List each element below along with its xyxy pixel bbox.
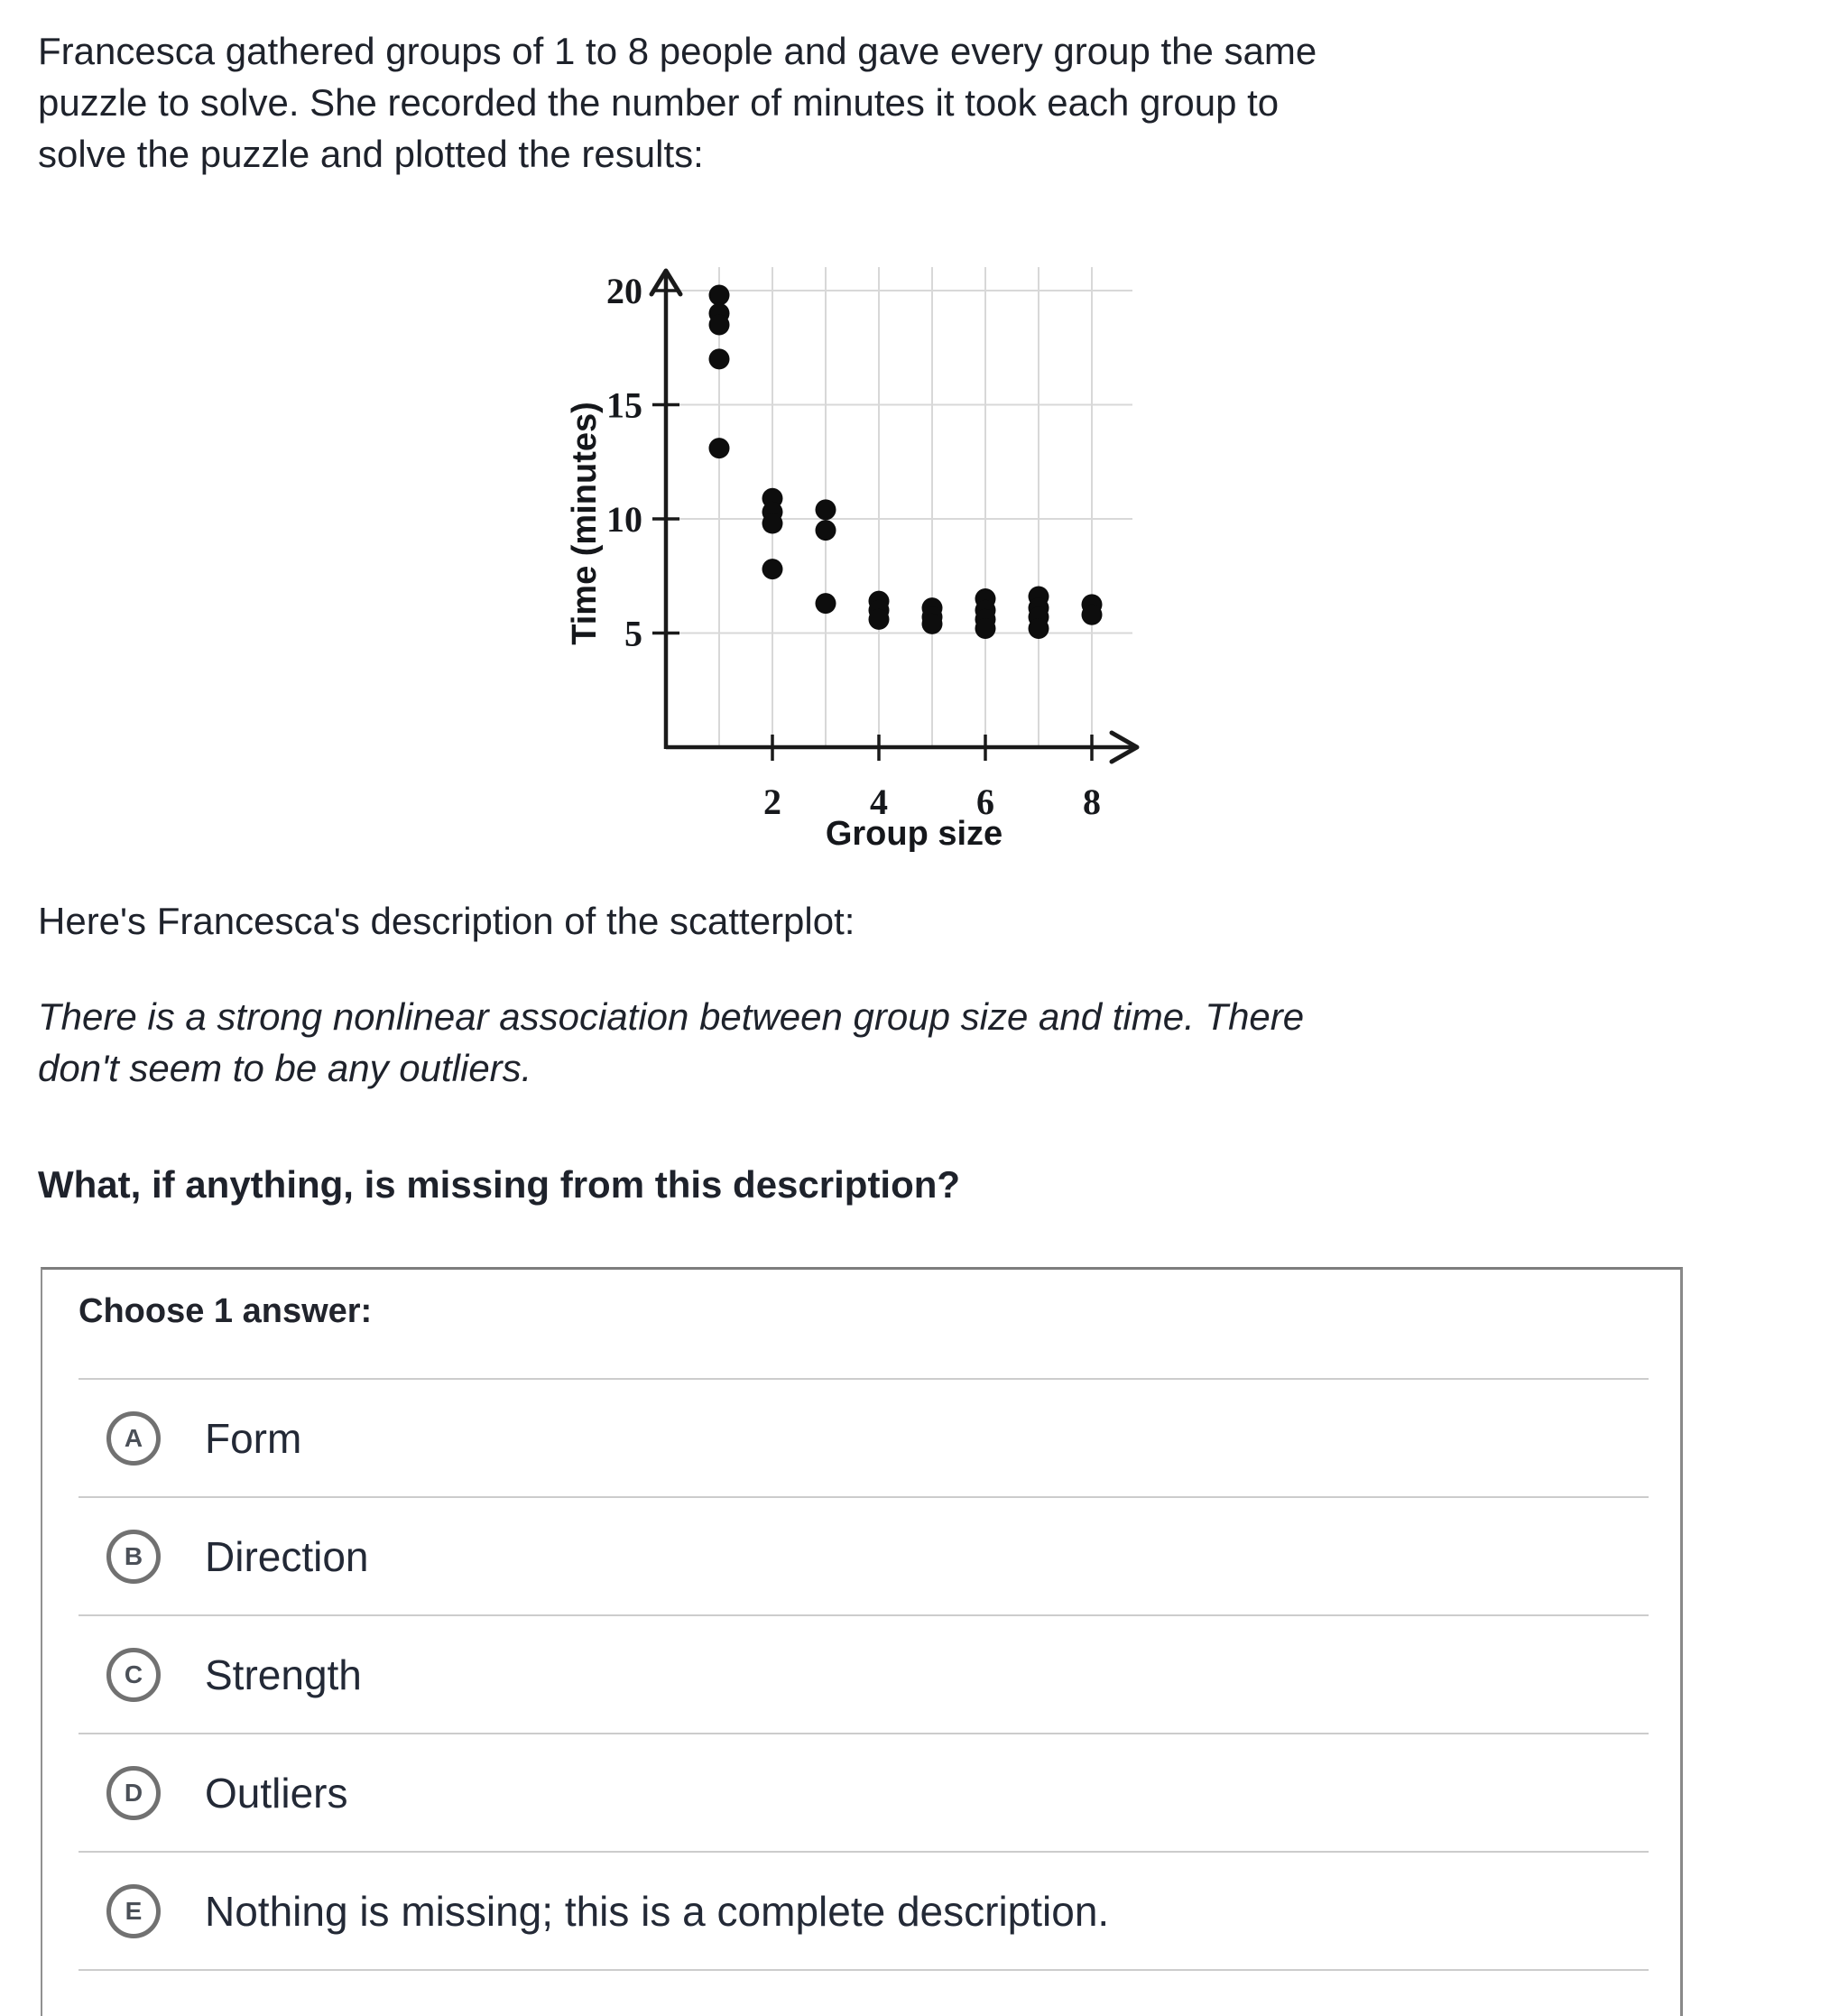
answer-option-d[interactable] — [42, 1734, 1680, 1851]
answer-option-c[interactable] — [42, 1616, 1680, 1733]
option-label[interactable]: Nothing is missing; this is a complete description. — [205, 1887, 1110, 1935]
intro-line: solve the puzzle and plotted the results: — [38, 133, 704, 175]
svg-text:2: 2 — [763, 781, 781, 822]
scatterplot-figure — [505, 208, 1191, 884]
description-intro: Here's Francesca's description of the scatterplot: — [38, 900, 855, 942]
option-label[interactable]: Strength — [205, 1651, 362, 1698]
radio-option-a[interactable] — [106, 1411, 161, 1466]
question-text: What, if anything, is missing from this description? — [38, 1163, 961, 1206]
svg-text:5: 5 — [624, 613, 642, 654]
answer-option-b[interactable] — [42, 1498, 1680, 1614]
intro-line: puzzle to solve. She recorded the number of minutes it took each group to — [38, 81, 1280, 124]
quote-line: don't seem to be any outliers. — [38, 1047, 532, 1089]
x-axis-title: Group size — [825, 815, 1003, 853]
quote-line: There is a strong nonlinear association between group size and time. There — [38, 995, 1305, 1038]
y-axis-title: Time (minutes) — [566, 402, 604, 645]
option-divider — [79, 1969, 1649, 1971]
option-letter: D — [124, 1778, 143, 1807]
option-label[interactable]: Form — [205, 1414, 302, 1462]
radio-option-c[interactable] — [106, 1648, 161, 1702]
radio-option-b[interactable] — [106, 1530, 161, 1584]
radio-option-e[interactable] — [106, 1884, 161, 1938]
option-letter: C — [124, 1660, 143, 1688]
option-label[interactable]: Outliers — [205, 1769, 348, 1817]
option-label[interactable]: Direction — [205, 1532, 369, 1580]
svg-text:6: 6 — [976, 781, 994, 822]
svg-text:8: 8 — [1083, 781, 1101, 822]
intro-line: Francesca gathered groups of 1 to 8 people and gave every group the same — [38, 30, 1317, 72]
description-quote — [38, 991, 1752, 1094]
answer-panel — [41, 1267, 1683, 2016]
svg-text:20: 20 — [606, 271, 642, 311]
option-letter: A — [124, 1423, 143, 1452]
scatterplot — [505, 208, 1191, 884]
intro-paragraph — [38, 25, 1752, 180]
radio-option-d[interactable] — [106, 1766, 161, 1820]
option-letter: B — [124, 1541, 143, 1570]
answer-option-a[interactable] — [42, 1380, 1680, 1496]
svg-text:15: 15 — [606, 384, 642, 426]
svg-text:10: 10 — [606, 499, 642, 540]
svg-text:4: 4 — [870, 781, 888, 822]
option-letter: E — [125, 1896, 143, 1925]
choose-answer-prompt: Choose 1 answer: — [79, 1292, 373, 1330]
answer-option-e[interactable] — [42, 1853, 1680, 1969]
